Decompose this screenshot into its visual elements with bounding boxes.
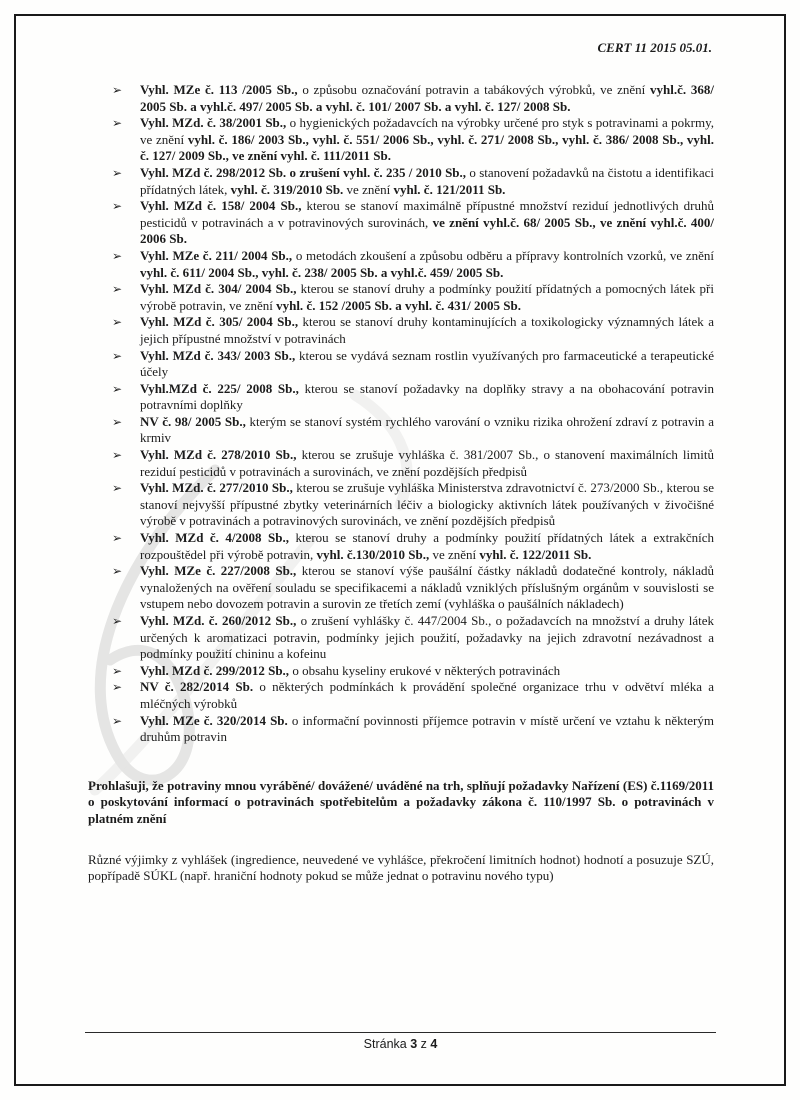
text-segment: kterou se zrušuje vyhláška Ministerstva zdravotnictví č. 273/2000 Sb., kterou se stanoví nejvyšší přípustné zbytky veterinárních léčiv a biologicky aktivních látek používaných v živočišné výrobě v potravinách a potravinových surovinách, ve znění pozdějších předpisů bbox=[140, 480, 714, 529]
regulation-item-text bbox=[140, 679, 714, 711]
bold-text-segment: Prohlašuji, že potraviny mnou vyráběné/ dovážené/ uváděné na trh, splňují požadavky Nařízení (ES) č.1169/2011 o poskytování informací o potravinách spotřebitelům a požadavky zákona č. 110/1997 Sb. o potravinách v platném znění bbox=[88, 777, 714, 826]
arrow-bullet-icon: ➢ bbox=[112, 481, 123, 496]
bold-text-segment: vyhl.č. 368/ 2005 Sb. a vyhl.č. 497/ 2005 Sb. a vyhl. č. 101/ 2007 Sb. a vyhl. č. 127/ 2008 Sb. bbox=[140, 82, 714, 114]
arrow-bullet-icon: ➢ bbox=[112, 348, 123, 363]
bold-text-segment: vyhl. č.130/2010 Sb., bbox=[316, 546, 430, 562]
bold-text-segment: Vyhl.MZd č. 225/ 2008 Sb., bbox=[140, 380, 299, 396]
arrow-bullet-icon: ➢ bbox=[112, 564, 123, 579]
regulation-list-item bbox=[88, 314, 714, 347]
bold-text-segment: Vyhl. MZd. č. 38/2001 Sb., bbox=[140, 115, 287, 131]
bold-text-segment: vyhl. č. 122/2011 Sb. bbox=[479, 546, 592, 562]
bold-text-segment: Vyhl. MZd č. 305/ 2004 Sb., bbox=[140, 314, 299, 330]
regulation-item-text bbox=[140, 447, 714, 479]
regulation-list-item bbox=[88, 679, 714, 712]
bold-text-segment: vyhl. č. 319/2010 Sb. bbox=[230, 181, 344, 197]
arrow-bullet-icon: ➢ bbox=[112, 414, 123, 429]
regulation-list-item bbox=[88, 348, 714, 381]
closing-paragraphs bbox=[88, 778, 714, 885]
regulation-item-text bbox=[140, 663, 560, 678]
bold-text-segment: NV č. 282/2014 Sb. bbox=[140, 679, 254, 695]
regulation-list-item bbox=[88, 563, 714, 613]
bold-text-segment: 4 bbox=[430, 1037, 438, 1051]
text-segment: o zrušení vyhlášky č. 447/2004 Sb., o požadavcích na množství a druhy látek určených k aromatizaci potravin, podmínky jejich použití, požadavky na jejich zdravotní nezávadnost a podmínky použití chininu a kofeinu bbox=[140, 613, 714, 662]
regulation-item-text bbox=[140, 281, 714, 313]
text-segment: kterou se zrušuje vyhláška č. 381/2007 Sb., o stanovení maximálních limitů reziduí pesticidů v potravinách a surovinách, ve znění pozdějších předpisů bbox=[140, 447, 714, 479]
regulation-list-item bbox=[88, 281, 714, 314]
bold-text-segment: vyhl. č. 611/ 2004 Sb., vyhl. č. 238/ 2005 Sb. a vyhl.č. 459/ 2005 Sb. bbox=[140, 264, 504, 280]
bold-text-segment: Vyhl. MZe č. 113 /2005 Sb., bbox=[140, 82, 298, 97]
bold-text-segment: Vyhl. MZd č. 4/2008 Sb., bbox=[140, 530, 289, 546]
arrow-bullet-icon: ➢ bbox=[112, 116, 123, 131]
bold-text-segment: 3 bbox=[410, 1037, 418, 1051]
regulation-item-text bbox=[140, 480, 714, 528]
text-segment: o některých podmínkách k provádění společné organizace trhu v odvětví mléka a mléčných výrobků bbox=[140, 679, 714, 711]
regulation-item-text bbox=[140, 248, 714, 280]
text-segment: Různé výjimky z vyhlášek (ingredience, neuvedené ve vyhlášce, překročení limitních hodnot) hodnotí a posuzuje SZÚ, popřípadě SÚKL (např. hraniční hodnoty pokud se může jednat o potravinu nového typu) bbox=[88, 851, 714, 884]
document-code-header: CERT 11 2015 05.01. bbox=[597, 40, 712, 55]
text-segment: kterým se stanoví systém rychlého varování o vzniku rizika ohrožení zdraví z potravin a krmiv bbox=[140, 413, 715, 446]
page-number-text bbox=[85, 1033, 716, 1051]
arrow-bullet-icon: ➢ bbox=[112, 248, 123, 263]
regulation-item-text bbox=[140, 314, 714, 346]
text-segment: kterou se stanoví maximálně přípustné množství reziduí jednotlivých druhů pesticidů v potravinách a v potravinových surovinách, bbox=[140, 198, 714, 230]
arrow-bullet-icon: ➢ bbox=[112, 381, 123, 396]
regulation-item-text bbox=[140, 713, 714, 745]
bold-text-segment: Vyhl. MZd č. 298/2012 Sb. o zrušení vyhl. č. 235 / 2010 Sb., bbox=[140, 164, 467, 180]
text-segment: Stránka bbox=[363, 1037, 411, 1051]
regulation-list-item bbox=[88, 663, 714, 680]
arrow-bullet-icon: ➢ bbox=[112, 448, 123, 463]
bold-text-segment: NV č. 98/ 2005 Sb., bbox=[140, 413, 246, 429]
regulation-item-text bbox=[140, 165, 714, 197]
bold-text-segment: Vyhl. MZd. č. 260/2012 Sb., bbox=[140, 613, 297, 628]
closing-paragraph bbox=[88, 778, 714, 828]
text-segment: kterou se stanoví výše paušální částky nákladů dodatečné kontroly, nákladů vynaložených na ověření souladu se specifikacemi a nákladů vzniklých příslušným orgánům v souvislosti se vstupem nebo dovozem potravin a surovin ze třetích zemí (vyhláška o paušálních nákladech) bbox=[140, 563, 714, 612]
bold-text-segment: Vyhl. MZe č. 211/ 2004 Sb., bbox=[140, 247, 293, 263]
arrow-bullet-icon: ➢ bbox=[112, 680, 123, 695]
arrow-bullet-icon: ➢ bbox=[112, 315, 123, 330]
regulation-list-item bbox=[88, 165, 714, 198]
regulation-item-text bbox=[140, 348, 714, 380]
text-segment: kterou se stanoví druhy a podmínky použití přídatných látek a extrakčních rozpouštědel při výrobě potravin, bbox=[140, 530, 714, 562]
bold-text-segment: Vyhl. MZd č. 299/2012 Sb., bbox=[140, 662, 290, 678]
bold-text-segment: vyhl. č. 186/ 2003 Sb., vyhl. č. 551/ 2006 Sb., vyhl. č. 271/ 2008 Sb., vyhl. č. 386/ 2008 Sb., vyhl. č. 127/ 2009 Sb., ve znění vyhl. č. 111/2011 Sb. bbox=[140, 131, 715, 164]
regulation-item-text bbox=[140, 530, 714, 562]
regulation-item-text bbox=[140, 563, 714, 611]
text-segment: kterou se stanoví požadavky na doplňky stravy a na obohacování potravin potravními doplňky bbox=[140, 380, 714, 413]
regulation-list-item bbox=[88, 530, 714, 563]
text-segment: o stanovení požadavků na čistotu a identifikaci přídatných látek, bbox=[140, 164, 714, 197]
bold-text-segment: Vyhl. MZd č. 343/ 2003 Sb., bbox=[140, 347, 296, 363]
regulation-list-item bbox=[88, 480, 714, 530]
arrow-bullet-icon: ➢ bbox=[112, 83, 123, 97]
regulation-item-text bbox=[140, 198, 714, 246]
page-footer bbox=[85, 1032, 716, 1051]
arrow-bullet-icon: ➢ bbox=[112, 199, 123, 214]
bold-text-segment: vyhl. č. 152 /2005 Sb. a vyhl. č. 431/ 2005 Sb. bbox=[276, 297, 521, 313]
document-content bbox=[88, 40, 714, 909]
text-segment: o metodách zkoušení a způsobu odběru a přípravy kontrolních vzorků, ve znění bbox=[292, 247, 714, 263]
arrow-bullet-icon: ➢ bbox=[112, 282, 123, 297]
regulation-list-item bbox=[88, 713, 714, 746]
regulation-list-item bbox=[88, 248, 714, 281]
regulation-item-text bbox=[140, 613, 714, 661]
regulation-list-item bbox=[88, 82, 714, 115]
text-segment: kterou se vydává seznam rostlin využívaných pro farmaceutické a terapeutické účely bbox=[140, 347, 714, 380]
bold-text-segment: ve znění vyhl.č. 68/ 2005 Sb., ve znění vyhl.č. 400/ 2006 Sb. bbox=[140, 214, 715, 247]
arrow-bullet-icon: ➢ bbox=[112, 614, 123, 628]
text-segment: ve znění bbox=[343, 181, 394, 197]
text-segment: o informační povinnosti příjemce potravin v místě určení ve vztahu k některým druhům potravin bbox=[140, 712, 714, 745]
regulation-list-item bbox=[88, 414, 714, 447]
regulation-list-item bbox=[88, 613, 714, 663]
arrow-bullet-icon: ➢ bbox=[112, 663, 123, 678]
text-segment: o způsobu označování potravin a tabákových výrobků, ve znění bbox=[297, 82, 651, 97]
text-segment: z bbox=[417, 1037, 431, 1051]
regulation-item-text bbox=[140, 414, 714, 446]
regulation-item-text bbox=[140, 115, 714, 163]
bold-text-segment: Vyhl. MZd č. 158/ 2004 Sb., bbox=[140, 198, 302, 214]
arrow-bullet-icon: ➢ bbox=[112, 713, 123, 728]
closing-paragraph bbox=[88, 852, 714, 885]
regulation-list-item bbox=[88, 115, 714, 165]
arrow-bullet-icon: ➢ bbox=[112, 531, 123, 546]
text-segment: o obsahu kyseliny erukové v některých potravinách bbox=[289, 662, 561, 678]
regulation-list-item bbox=[88, 198, 714, 248]
regulation-item-text bbox=[140, 381, 714, 413]
bold-text-segment: Vyhl. MZe č. 320/2014 Sb. bbox=[140, 712, 288, 728]
text-segment: ve znění bbox=[429, 546, 480, 562]
regulation-item-text bbox=[140, 82, 714, 114]
regulation-list bbox=[88, 82, 714, 746]
text-segment: kterou se stanoví druhy kontaminujících a toxikologicky významných látek a jejich přípustné množství v potravinách bbox=[140, 314, 714, 346]
bold-text-segment: Vyhl. MZe č. 227/2008 Sb., bbox=[140, 563, 297, 579]
bold-text-segment: Vyhl. MZd č. 278/2010 Sb., bbox=[140, 447, 297, 463]
arrow-bullet-icon: ➢ bbox=[112, 165, 123, 180]
bold-text-segment: Vyhl. MZd č. 304/ 2004 Sb., bbox=[140, 281, 297, 297]
regulation-list-item bbox=[88, 381, 714, 414]
regulation-list-item bbox=[88, 447, 714, 480]
bold-text-segment: Vyhl. MZd. č. 277/2010 Sb., bbox=[140, 480, 293, 496]
bold-text-segment: vyhl. č. 121/2011 Sb. bbox=[393, 181, 506, 197]
text-segment: kterou se stanoví druhy a podmínky použití přídatných a pomocných látek při výrobě potravin, ve znění bbox=[140, 281, 714, 313]
text-segment: o hygienických požadavcích na výrobky určené pro styk s potravinami a pokrmy, ve znění bbox=[140, 115, 714, 147]
